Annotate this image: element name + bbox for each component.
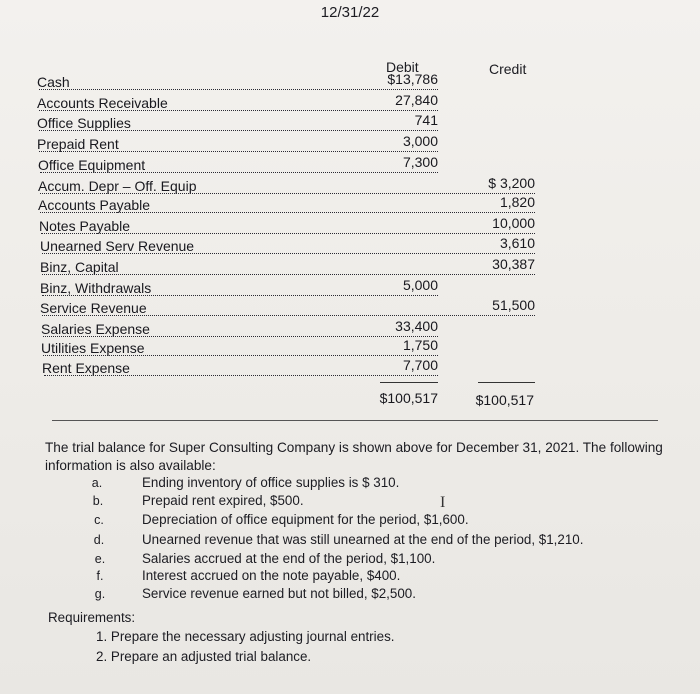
dotted-leader [44,375,438,376]
debit-amount: 27,840 [395,92,438,108]
credit-amount: 51,500 [492,297,535,313]
credit-amount: 10,000 [492,215,535,231]
dotted-leader [40,172,438,173]
debit-amount: 741 [414,112,438,128]
dotted-leader [42,253,535,254]
dotted-leader [42,274,535,275]
account-name: Cash [37,74,70,90]
item-letter: b. [92,494,104,508]
debit-amount: 5,000 [402,277,438,293]
account-name: Binz, Capital [40,259,119,275]
account-name: Accounts Receivable [37,95,168,111]
debit-column-header: Debit [386,59,419,75]
account-name: Notes Payable [39,218,131,234]
debit-amount: 1,750 [402,337,438,353]
credit-amount: $ 3,200 [488,175,535,191]
debit-amount: 3,000 [402,133,438,149]
page-date: 12/31/22 [320,4,380,21]
dotted-leader [42,295,438,296]
requirements-title: Requirements: [48,610,136,625]
credit-amount: 3,610 [499,235,535,251]
debit-amount: 33,400 [395,318,438,334]
item-letter: c. [94,513,104,527]
credit-total: $100,517 [475,392,534,408]
item-text: Salaries accrued at the end of the period, $1,100. [142,551,436,566]
account-name: Prepaid Rent [37,136,119,152]
debit-amount: 7,700 [402,357,438,373]
dotted-leader [40,212,535,213]
problem-intro: The trial balance for Super Consulting Company is shown above for December 31, 2021. The following information is also available: [45,440,663,473]
item-text: Unearned revenue that was still unearned at the end of the period, $1,210. [142,532,584,547]
credit-column-header: Credit [489,61,527,77]
requirement-item: 2. Prepare an adjusted trial balance. [96,649,312,664]
account-name: Utilities Expense [41,340,145,356]
account-name: Service Revenue [40,300,147,316]
dotted-leader [40,193,535,194]
account-name: Rent Expense [42,360,130,376]
dotted-leader [41,233,535,234]
item-letter: d. [93,533,105,547]
account-name: Salaries Expense [41,321,150,337]
section-divider [52,420,658,421]
item-letter: a. [91,476,103,490]
item-text: Ending inventory of office supplies is $ 310. [142,475,400,490]
requirement-item: 1. Prepare the necessary adjusting journal entries. [96,629,395,644]
item-letter: e. [94,552,106,566]
credit-total-rule [478,382,535,383]
debit-total: $100,517 [379,390,438,406]
dotted-leader [39,110,438,111]
dotted-leader [39,89,438,90]
dotted-leader [39,151,438,152]
debit-amount: $13,786 [387,71,438,87]
account-name: Office Equipment [38,157,146,173]
item-text: Prepaid rent expired, $500. [142,493,304,508]
item-letter: f. [96,569,104,583]
dotted-leader [39,130,438,131]
account-name: Unearned Serv Revenue [40,238,195,254]
item-letter: g. [94,587,106,601]
dotted-leader [43,355,438,356]
item-text: Service revenue earned but not billed, $2,500. [142,586,416,601]
debit-total-rule [380,382,438,383]
text-cursor-icon: I [440,494,446,511]
credit-amount: 1,820 [499,194,535,210]
account-name: Binz, Withdrawals [40,280,152,296]
dotted-leader [42,315,535,316]
debit-amount: 7,300 [402,154,438,170]
dotted-leader [43,336,438,337]
credit-amount: 30,387 [492,256,535,272]
account-name: Accounts Payable [38,197,151,213]
item-text: Depreciation of office equipment for the period, $1,600. [142,512,469,527]
item-text: Interest accrued on the note payable, $400. [142,568,401,583]
account-name: Accum. Depr – Off. Equip [38,178,197,194]
account-name: Office Supplies [37,115,131,131]
